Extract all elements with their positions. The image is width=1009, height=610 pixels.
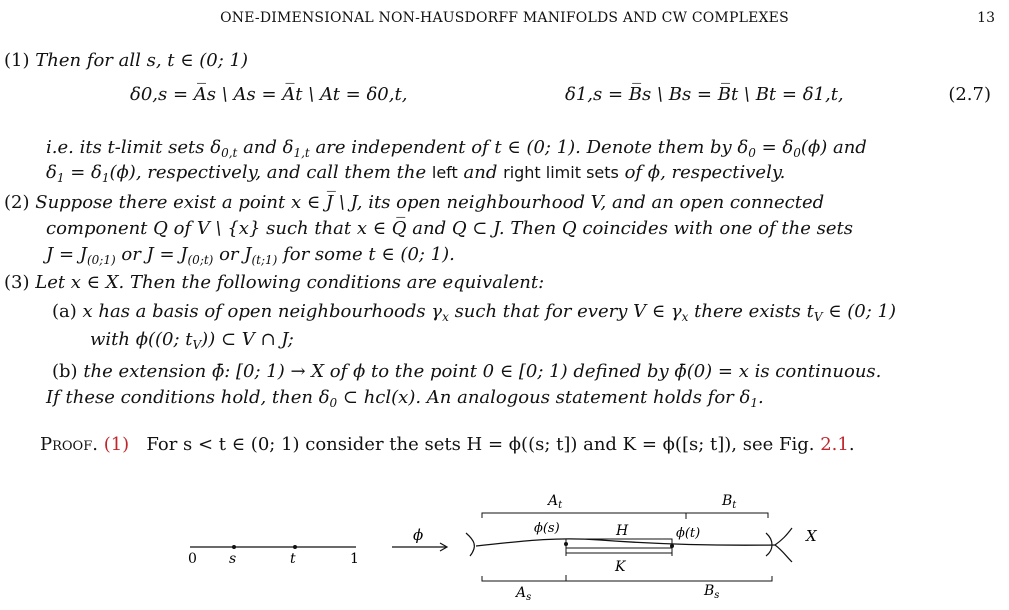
item1-intro: Then for all s, t ∈ (0; 1) xyxy=(35,50,249,71)
text-fragment: For s < t ∈ (0; 1) consider the sets H = ϕ((s; t]) and K = ϕ([s; t]), see Fig. xyxy=(146,434,821,455)
label-Bs: $B_s$ xyxy=(704,583,720,601)
item3-label: (3) xyxy=(4,272,30,293)
text-fragment: = δ xyxy=(64,162,102,183)
text-fragment: or J xyxy=(213,244,252,265)
text-fragment: . xyxy=(848,434,855,455)
figure-reference-link[interactable]: 2.1 xyxy=(820,434,849,455)
text-fragment: J = J xyxy=(46,244,87,265)
text-fragment: i.e. its t-limit sets δ xyxy=(46,137,222,158)
text-fragment: Let x ∈ X. Then the following conditions are equivalent: xyxy=(35,272,545,293)
label-0: 0 xyxy=(188,551,197,567)
subscript: (0;t) xyxy=(187,253,214,267)
text-fragment: δ xyxy=(46,162,57,183)
right-limit-term: right limit sets xyxy=(503,163,619,182)
point-phi-t xyxy=(670,544,674,548)
text-fragment: If these conditions hold, then δ xyxy=(46,387,330,408)
text-fragment: of ϕ, respectively. xyxy=(618,162,786,183)
text-fragment: x has a basis of open neighbourhoods γ xyxy=(82,301,443,322)
item2-line2: component Q of V \ {x} such that x ∈ Q̅ and Q ⊂ J. Then Q coincides with one of the sets xyxy=(46,218,853,239)
subscript: x xyxy=(442,310,449,324)
subscript: 1 xyxy=(750,396,758,410)
right-fork-lower xyxy=(775,545,792,562)
text-fragment: the extension ϕ̄: [0; 1) → X of ϕ to the point 0 ∈ [0; 1) defined by ϕ̄(0) = x is continuous. xyxy=(83,361,882,382)
label-phi-s: ϕ(s) xyxy=(534,521,560,536)
label-X: X xyxy=(806,527,817,545)
phi-label: ϕ xyxy=(413,526,424,544)
text-fragment: are independent of t ∈ (0; 1). Denote them by δ xyxy=(309,137,749,158)
right-fork-upper xyxy=(775,528,792,545)
label-Bt: $B_t$ xyxy=(722,493,737,511)
text-fragment: ⊂ hcl(x). An analogous statement holds for δ xyxy=(337,387,751,408)
curve-J xyxy=(476,539,775,546)
subscript: 0 xyxy=(748,146,756,160)
label-1: 1 xyxy=(350,551,359,567)
subscript: 0 xyxy=(329,396,338,410)
label-At: $A_t$ xyxy=(548,493,563,511)
subscript: 1 xyxy=(101,171,110,185)
item3b-label: (b) xyxy=(52,361,78,382)
text-fragment: with ϕ((0; t xyxy=(90,329,193,350)
point-s xyxy=(232,545,236,549)
subscript: 0,t xyxy=(221,146,238,160)
text-fragment: (ϕ), respectively, and call them the xyxy=(109,162,432,183)
text-fragment: and δ xyxy=(237,137,294,158)
label-K: K xyxy=(615,559,626,575)
bracket-As xyxy=(482,576,772,581)
text-fragment: Suppose there exist a point x ∈ J̅ \ J, its open neighbourhood V, and an open connected xyxy=(35,192,825,213)
text-fragment: )) ⊂ V ∩ J; xyxy=(201,329,294,350)
subscript: (0;1) xyxy=(86,253,116,267)
item2-label: (2) xyxy=(4,192,30,213)
text-fragment: (ϕ) and xyxy=(800,137,867,158)
text-fragment: ∈ (0; 1) xyxy=(822,301,896,322)
item1-reference-link[interactable]: (1) xyxy=(103,434,130,455)
point-phi-s xyxy=(564,542,568,546)
text-fragment: = δ xyxy=(755,137,794,158)
item3a-label: (a) xyxy=(52,301,77,322)
label-H: H xyxy=(616,523,629,539)
left-end-curl xyxy=(466,533,474,556)
text-fragment: such that for every V ∈ γ xyxy=(448,301,682,322)
item1-label: (1) xyxy=(4,50,30,71)
equation-number: (2.7) xyxy=(948,84,991,105)
subscript: 0 xyxy=(793,146,801,160)
bracket-At xyxy=(482,513,768,518)
proof-heading: Proof. xyxy=(40,434,98,455)
header-title: ONE-DIMENSIONAL NON-HAUSDORFF MANIFOLDS AND CW COMPLEXES xyxy=(220,10,789,26)
page-number: 13 xyxy=(977,10,995,26)
label-s: s xyxy=(229,551,237,567)
subscript: V xyxy=(192,338,202,352)
text-fragment: and xyxy=(457,162,504,183)
subscript: 1 xyxy=(56,171,65,185)
text-fragment: . xyxy=(757,387,764,408)
subscript: x xyxy=(681,310,689,324)
point-t xyxy=(293,545,297,549)
equation-left: δ0,s = A̅s \ As = A̅t \ At = δ0,t, xyxy=(130,84,408,105)
label-phi-t: ϕ(t) xyxy=(676,526,701,541)
text-fragment: there exists t xyxy=(688,301,814,322)
subscript: (t;1) xyxy=(251,253,278,267)
label-As: $A_s$ xyxy=(516,585,532,603)
label-t: t xyxy=(290,551,296,567)
text-fragment: for some t ∈ (0; 1). xyxy=(277,244,455,265)
left-limit-term: left xyxy=(431,163,458,182)
subscript: V xyxy=(813,310,823,324)
subscript: 1,t xyxy=(293,146,310,160)
equation-right: δ1,s = B̅s \ Bs = B̅t \ Bt = δ1,t, xyxy=(565,84,844,105)
text-fragment: or J = J xyxy=(115,244,188,265)
